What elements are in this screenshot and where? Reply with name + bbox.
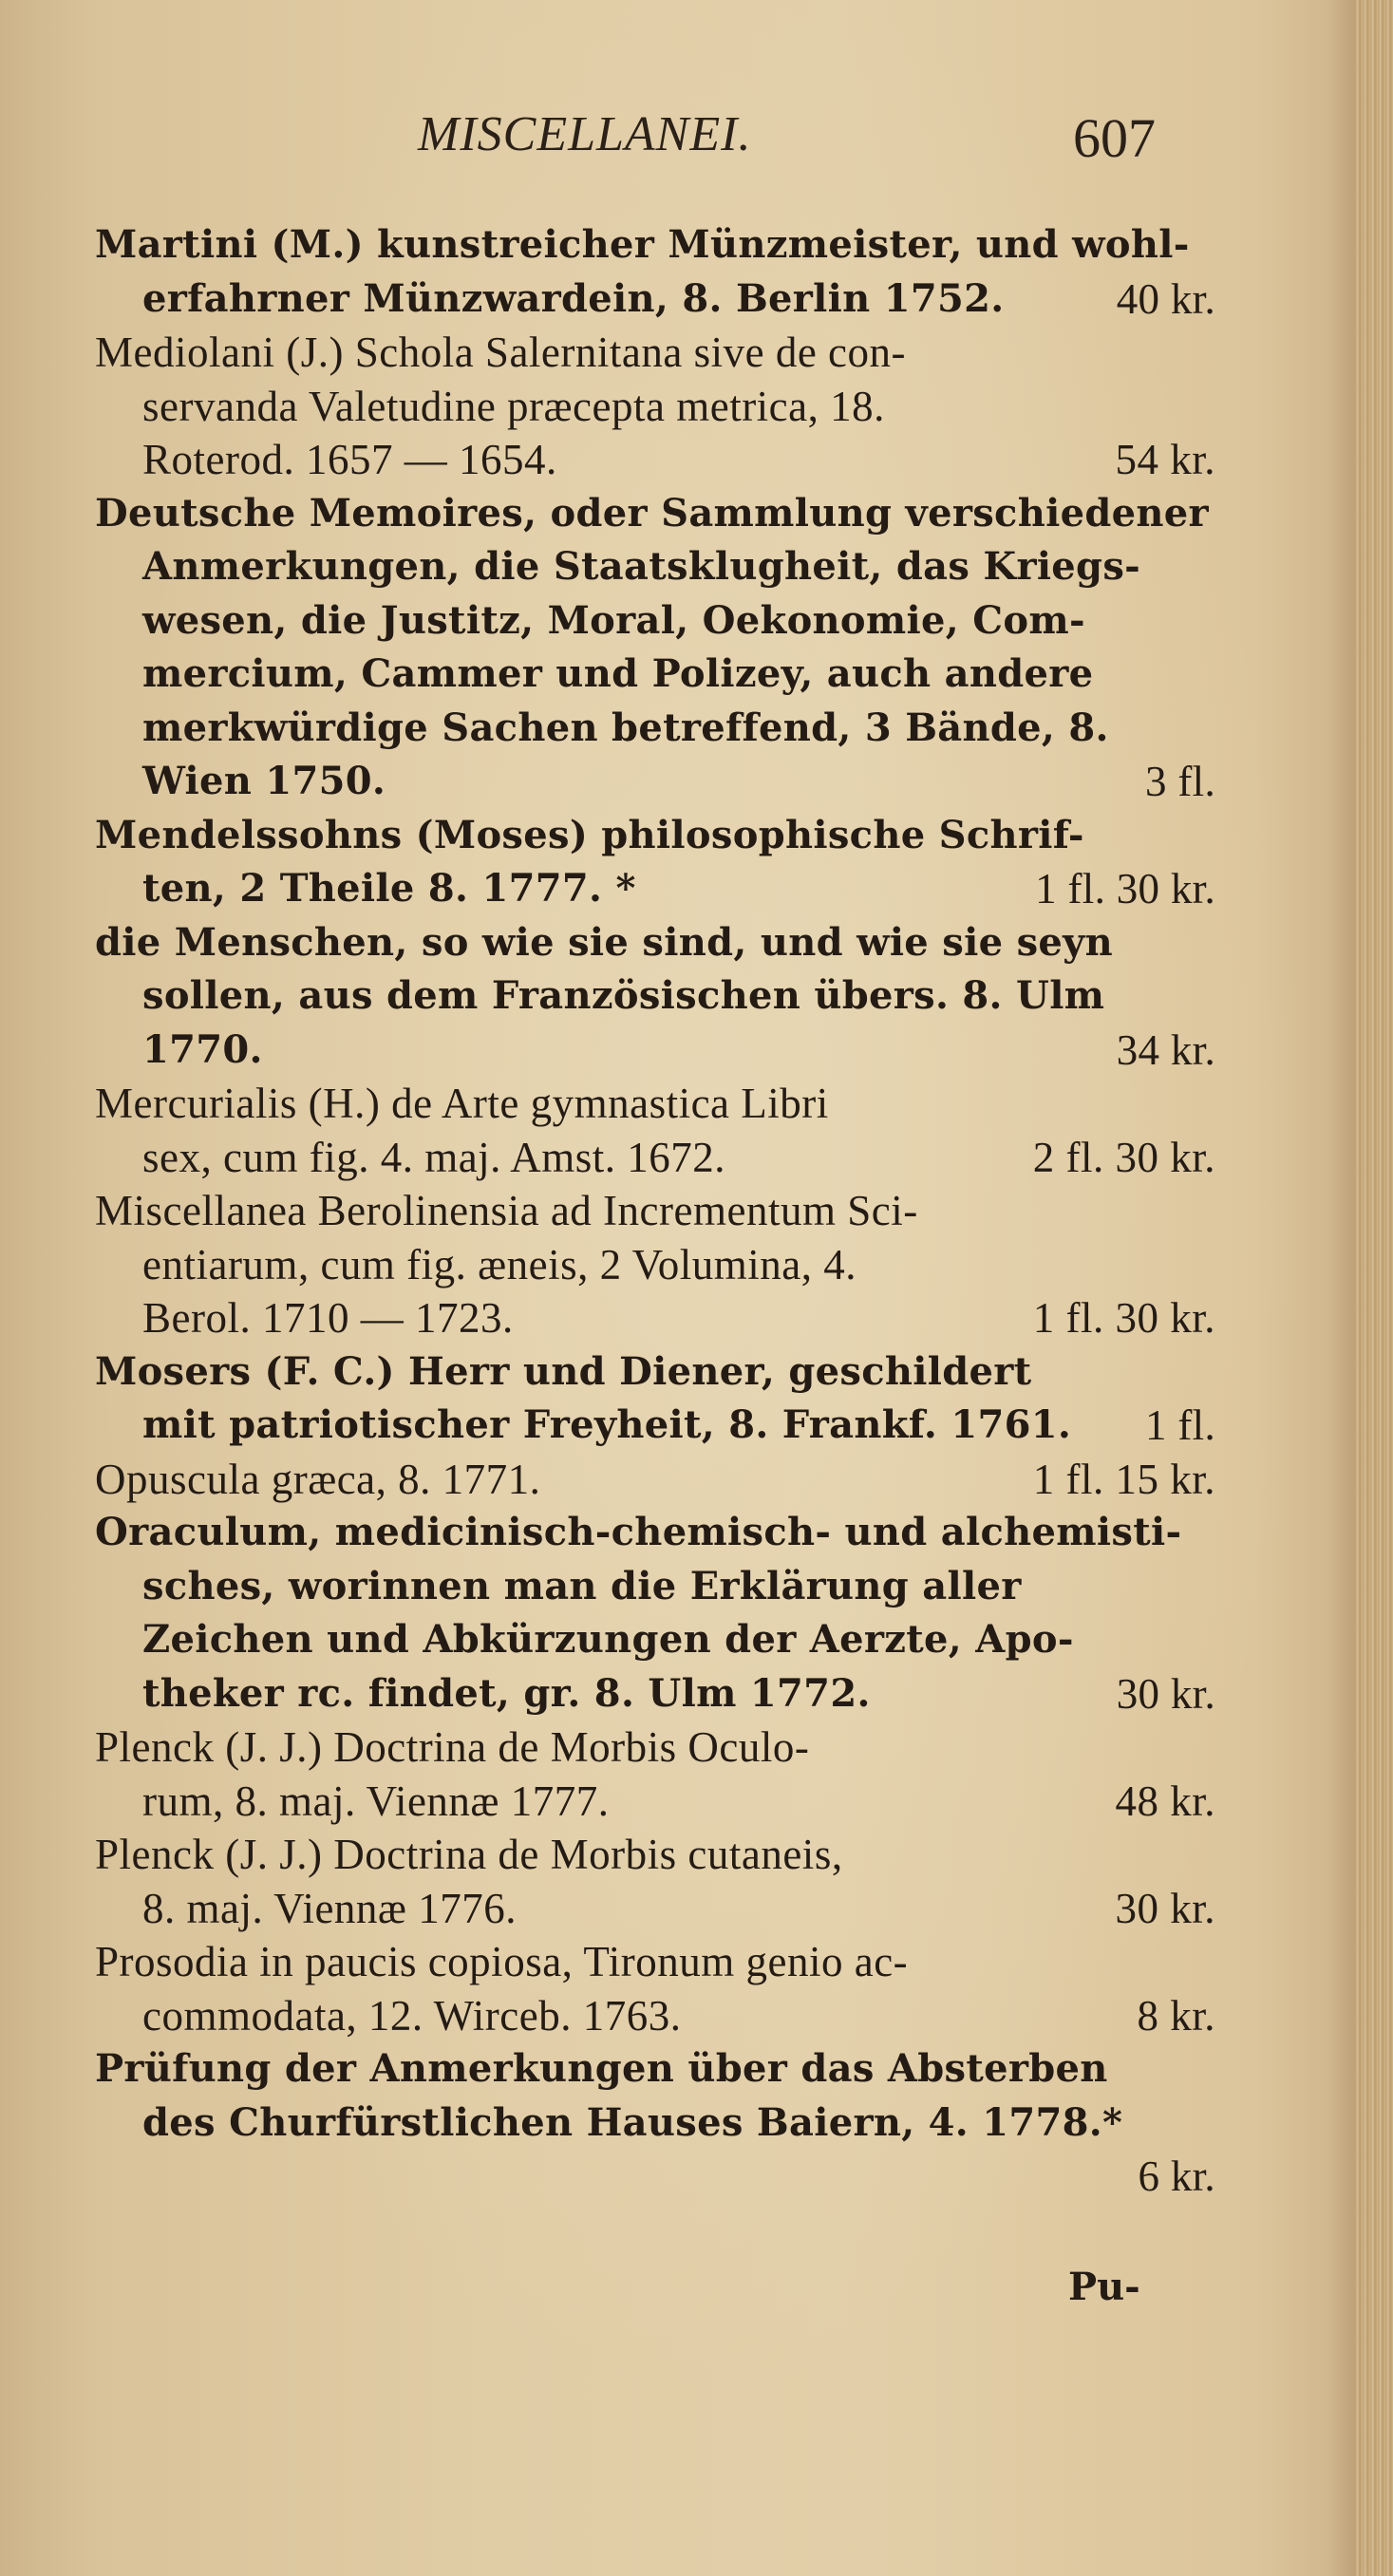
entry-price: 30 kr. [1116, 1669, 1215, 1718]
entry-text: sches, worinnen man die Erklärung aller [142, 1563, 1022, 1608]
entry-text: sollen, aus dem Französischen übers. 8. Ulm [142, 973, 1105, 1018]
entry-price: 6 kr. [1138, 2153, 1215, 2200]
entry-line [95, 1882, 1215, 1936]
entry-text: Mercurialis (H.) de Arte gymnastica Libri [95, 1080, 829, 1127]
entry-line [95, 1024, 1215, 1078]
entry-text: Prüfung der Anmerkungen über das Absterben [95, 2046, 1108, 2091]
entry-text: theker rc. findet, gr. 8. Ulm 1772. [142, 1670, 871, 1716]
entry-text: Prosodia in paucis copiosa, Tironum genio ac- [95, 1938, 909, 1985]
entry-price: 1 fl. 15 kr. [1032, 1455, 1215, 1503]
entry-line [95, 487, 1215, 541]
entry-text: Deutsche Memoires, oder Sammlung verschiedener [95, 490, 1209, 536]
entry-text: entiarum, cum fig. æneis, 2 Volumina, 4. [142, 1240, 857, 1288]
catalogue-entry [95, 218, 1215, 326]
entry-line [95, 1345, 1215, 1400]
catalogue-entry [95, 326, 1215, 487]
entry-line [95, 1667, 1215, 1721]
entry-price: 3 fl. [1145, 758, 1215, 805]
entry-text: Mediolani (J.) Schola Salernitana sive de con- [95, 329, 907, 376]
catalogue-entry [95, 1453, 1215, 1507]
entry-line [95, 1613, 1215, 1667]
catchword: Pu- [1068, 2265, 1140, 2309]
entry-line [95, 380, 1215, 434]
entry-line [95, 809, 1215, 863]
entry-line [95, 1077, 1215, 1131]
fore-edge [1355, 0, 1393, 2576]
entry-text: 1770. [142, 1026, 263, 1072]
catalogue-entry [95, 1506, 1215, 1720]
entry-line [95, 1775, 1215, 1829]
entry-text: Roterod. 1657 — 1654. [142, 436, 557, 483]
entry-text: mit patriotischer Freyheit, 8. Frankf. 1761. [142, 1402, 1072, 1447]
entry-line [95, 2150, 1215, 2204]
entry-price: 30 kr. [1115, 1884, 1215, 1932]
catalogue-entry [95, 1077, 1215, 1184]
entry-line [95, 1291, 1215, 1345]
entry-line [95, 755, 1215, 809]
entry-text: Anmerkungen, die Staatsklugheit, das Kriegs- [142, 544, 1141, 589]
entry-text: des Churfürstlichen Hauses Baiern, 4. 1778.* [142, 2099, 1123, 2145]
entry-price: 1 fl. 30 kr. [1032, 1294, 1215, 1342]
entry-line [95, 1989, 1215, 2043]
entry-price: 2 fl. 30 kr. [1032, 1133, 1215, 1181]
entry-text: servanda Valetudine præcepta metrica, 18. [142, 382, 885, 430]
entry-line [95, 1506, 1215, 1560]
entry-text: 8. maj. Viennæ 1776. [142, 1884, 517, 1932]
entry-text: erfahrner Münzwardein, 8. Berlin 1752. [142, 275, 1005, 321]
entry-line [95, 594, 1215, 649]
page-edge-shadow [1327, 0, 1355, 2576]
entry-text: rum, 8. maj. Viennæ 1777. [142, 1777, 610, 1825]
entry-text: Oraculum, medicinisch-chemisch- und alchemisti- [95, 1510, 1182, 1554]
entry-text: Berol. 1710 — 1723. [142, 1294, 514, 1342]
entry-line [95, 648, 1215, 702]
entry-text: wesen, die Justitz, Moral, Oekonomie, Com- [142, 597, 1085, 643]
catalogue-entry [95, 1184, 1215, 1345]
entry-line [95, 862, 1215, 916]
entry-text: Mosers (F. C.) Herr und Diener, geschildert [95, 1348, 1032, 1394]
entry-line [95, 916, 1215, 970]
entry-text: Plenck (J. J.) Doctrina de Morbis Oculo- [95, 1723, 810, 1771]
catalogue-entry [95, 487, 1215, 809]
entry-price: 1 fl. 30 kr. [1035, 865, 1215, 912]
entry-line [95, 2097, 1215, 2151]
entry-line [95, 1399, 1215, 1453]
entry-price: 54 kr. [1115, 436, 1215, 483]
entry-line [95, 540, 1215, 594]
section-title: MISCELLANEI. [418, 107, 752, 161]
entry-text: Zeichen und Abkürzungen der Aerzte, Apo- [142, 1617, 1074, 1662]
catalogue-entries [95, 218, 1215, 2204]
catalogue-entry [95, 1935, 1215, 2042]
entry-text: Plenck (J. J.) Doctrina de Morbis cutaneis, [95, 1831, 843, 1878]
entry-text: Wien 1750. [142, 759, 386, 803]
entry-price: 8 kr. [1137, 1991, 1215, 2040]
entry-line [95, 218, 1215, 273]
catalogue-entry [95, 809, 1215, 916]
entry-text: commodata, 12. Wirceb. 1763. [142, 1991, 682, 2040]
entry-price: 48 kr. [1115, 1777, 1215, 1825]
entry-line [95, 326, 1215, 380]
entry-line [95, 1720, 1215, 1775]
entry-text: Mendelssohns (Moses) philosophische Schrif- [95, 812, 1084, 857]
entry-text: die Menschen, so wie sie sind, und wie sie seyn [95, 919, 1114, 965]
entry-price: 1 fl. [1145, 1401, 1215, 1449]
entry-line [95, 2042, 1215, 2097]
entry-line [95, 1453, 1215, 1507]
page-number: 607 [1073, 107, 1156, 169]
catalogue-entry [95, 916, 1215, 1078]
entry-line [95, 1935, 1215, 1989]
entry-line [95, 1184, 1215, 1238]
entry-line [95, 1238, 1215, 1292]
entry-text: Miscellanea Berolinensia ad Incrementum Sci- [95, 1187, 918, 1234]
catalogue-entry [95, 1828, 1215, 1935]
catalogue-entry [95, 1345, 1215, 1453]
entry-line [95, 969, 1215, 1024]
entry-text: Martini (M.) kunstreicher Münzmeister, und wohl- [95, 222, 1190, 267]
entry-line [95, 1828, 1215, 1882]
catalogue-entry [95, 1720, 1215, 1828]
entry-line [95, 433, 1215, 487]
entry-price: 34 kr. [1116, 1025, 1215, 1074]
entry-text: Opuscula græca, 8. 1771. [95, 1455, 541, 1503]
entry-text: sex, cum fig. 4. maj. Amst. 1672. [142, 1133, 725, 1181]
entry-line [95, 702, 1215, 756]
running-head [95, 106, 1215, 192]
entry-text: mercium, Cammer und Polizey, auch andere [142, 651, 1094, 696]
entry-line [95, 273, 1215, 327]
entry-price: 40 kr. [1116, 274, 1215, 323]
entry-text: merkwürdige Sachen betreffend, 3 Bände, 8. [142, 705, 1109, 750]
entry-line [95, 1560, 1215, 1614]
entry-line [95, 1131, 1215, 1185]
catalogue-entry [95, 2042, 1215, 2204]
entry-text: ten, 2 Theile 8. 1777. * [142, 866, 636, 911]
